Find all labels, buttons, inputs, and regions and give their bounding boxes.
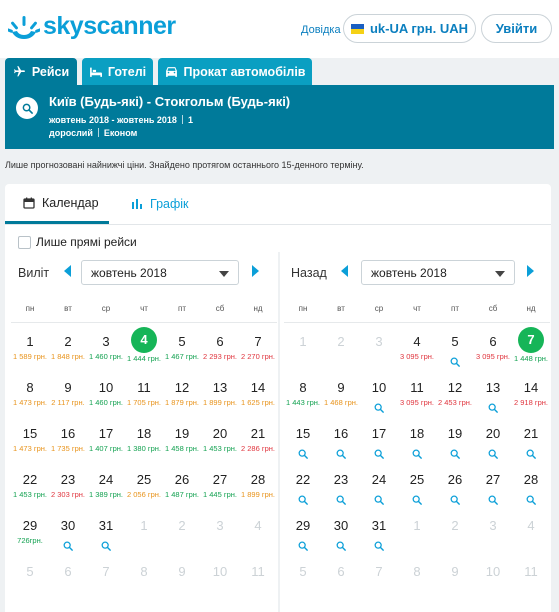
day-number: 1: [140, 518, 148, 533]
calendar-day[interactable]: [239, 323, 277, 369]
calendar-day[interactable]: [125, 323, 163, 369]
calendar-day-outside-month: [360, 553, 398, 599]
day-price: 1 589 грн.: [13, 352, 47, 361]
tabs-divider: [5, 224, 551, 225]
return-prev-month-icon[interactable]: [341, 265, 348, 277]
day-number: 3: [375, 334, 383, 349]
tab-flights-label: Рейси: [31, 64, 70, 79]
tab-hotels[interactable]: [82, 58, 153, 85]
day-number: 11: [524, 564, 538, 579]
calendar-day-outside-month: [201, 553, 239, 599]
return-month-select[interactable]: [361, 260, 515, 285]
direct-flights-toggle[interactable]: [18, 235, 137, 249]
day-price: 1 453 грн.: [13, 490, 47, 499]
calendar-day[interactable]: [284, 507, 322, 553]
calendar-day-outside-month: [125, 553, 163, 599]
chevron-down-icon: [219, 271, 229, 277]
weekday-label: пт: [163, 298, 201, 323]
day-number: 7: [375, 564, 383, 579]
day-number: 19: [447, 426, 463, 441]
day-price: 1 705 грн.: [127, 398, 161, 407]
day-price: 2 056 грн.: [127, 490, 161, 499]
weekday-label: сб: [474, 298, 512, 323]
outbound-month-value: жовтень 2018: [91, 265, 167, 280]
tab-car-rental-label: Прокат автомобілів: [183, 64, 306, 79]
day-number: 22: [295, 472, 311, 487]
day-number: 7: [254, 334, 262, 349]
calendar-day-outside-month: [163, 553, 201, 599]
day-number: 5: [178, 334, 186, 349]
day-price: 1 460 грн.: [89, 352, 123, 361]
day-number: 22: [22, 472, 38, 487]
outbound-prev-month-icon[interactable]: [64, 265, 71, 277]
day-number: 24: [98, 472, 114, 487]
day-number: 21: [250, 426, 266, 441]
calendar-icon: [23, 197, 35, 209]
day-price: 2 293 грн.: [203, 352, 237, 361]
tab-calendar-label: Календар: [42, 195, 99, 210]
calendar-day[interactable]: [474, 415, 512, 461]
day-number: 8: [140, 564, 148, 579]
calendar-day[interactable]: [474, 323, 512, 369]
day-number: 11: [410, 380, 424, 395]
day-number: 8: [413, 564, 421, 579]
day-number: 9: [178, 564, 186, 579]
top-bar: [0, 0, 559, 58]
day-number: 15: [22, 426, 38, 441]
day-number: 17: [98, 426, 114, 441]
return-day-grid: [284, 298, 550, 599]
car-icon: [165, 66, 178, 78]
day-price: 1 899 грн.: [203, 398, 237, 407]
calendar-day[interactable]: [436, 415, 474, 461]
day-number: 18: [136, 426, 152, 441]
calendar-day[interactable]: [201, 323, 239, 369]
day-number: 5: [299, 564, 307, 579]
language-currency-button[interactable]: [343, 14, 476, 43]
login-label: Увійти: [495, 21, 538, 36]
day-number: 1: [413, 518, 421, 533]
day-price: 1 443 грн.: [286, 398, 320, 407]
day-price: 2 117 грн.: [51, 398, 85, 407]
day-number: 1: [299, 334, 307, 349]
day-number: 20: [212, 426, 228, 441]
weekday-label: нд: [239, 298, 277, 323]
day-number: 31: [371, 518, 387, 533]
calendar-day[interactable]: [11, 507, 49, 553]
calendar-day-outside-month: [284, 323, 322, 369]
calendar-day[interactable]: [436, 323, 474, 369]
calendar-day-outside-month: [201, 507, 239, 553]
calendar-day[interactable]: [11, 369, 49, 415]
calendar-day[interactable]: [239, 415, 277, 461]
calendar-day[interactable]: [201, 461, 239, 507]
search-dates: жовтень 2018 - жовтень 2018: [49, 115, 177, 125]
direct-flights-checkbox[interactable]: [18, 236, 31, 249]
day-number: 3: [216, 518, 224, 533]
calendar-day[interactable]: [360, 415, 398, 461]
day-price: 1 407 грн.: [89, 444, 123, 453]
calendar-day[interactable]: [512, 323, 550, 369]
calendar-day[interactable]: [201, 415, 239, 461]
calendar-day[interactable]: [322, 507, 360, 553]
weekday-label: пт: [436, 298, 474, 323]
day-price: 1 453 грн.: [203, 444, 237, 453]
return-calendar: [280, 252, 551, 612]
sunrise-logo-icon: [8, 13, 40, 41]
day-number: 2: [178, 518, 186, 533]
search-details: [49, 114, 193, 140]
weekday-label: вт: [49, 298, 87, 323]
day-number: 8: [26, 380, 34, 395]
calendar-day[interactable]: [49, 507, 87, 553]
day-number: 3: [102, 334, 110, 349]
login-button[interactable]: [481, 14, 552, 43]
day-number: 17: [371, 426, 387, 441]
day-number: 7: [102, 564, 110, 579]
calendar-day-outside-month: [398, 507, 436, 553]
day-number: 2: [337, 334, 345, 349]
calendar-day[interactable]: [284, 369, 322, 415]
calendar-day-outside-month: [11, 553, 49, 599]
day-price: 1 625 грн.: [241, 398, 275, 407]
calendar-day-outside-month: [87, 553, 125, 599]
calendar-day[interactable]: [163, 369, 201, 415]
day-number: 25: [136, 472, 152, 487]
calendar-day-outside-month: [436, 553, 474, 599]
day-number: 9: [337, 380, 345, 395]
outbound-month-select[interactable]: [81, 260, 239, 285]
day-price: 2 918 грн.: [514, 398, 548, 407]
day-number: 12: [447, 380, 463, 395]
bar-chart-icon: [131, 198, 143, 210]
day-number: 31: [98, 518, 114, 533]
day-price: 1 899 грн.: [241, 490, 275, 499]
day-price: 1 380 грн.: [127, 444, 161, 453]
outbound-label: Виліт: [18, 266, 50, 280]
day-price: 726грн.: [17, 536, 43, 545]
search-route: Київ (Будь-які) - Стокгольм (Будь-які): [49, 94, 291, 109]
calendar-day[interactable]: [322, 369, 360, 415]
plane-icon: [13, 65, 26, 78]
calendar-day-outside-month: [125, 507, 163, 553]
calendar-day[interactable]: [436, 461, 474, 507]
tab-graph-label: Графік: [150, 197, 189, 211]
day-number: 4: [131, 327, 157, 353]
calendar-day[interactable]: [512, 369, 550, 415]
calendar-day[interactable]: [360, 369, 398, 415]
calendar-day[interactable]: [512, 415, 550, 461]
day-number: 20: [485, 426, 501, 441]
outbound-day-grid: [11, 298, 277, 599]
calendar-day-outside-month: [512, 553, 550, 599]
day-number: 6: [216, 334, 224, 349]
day-number: 13: [212, 380, 228, 395]
tab-flights[interactable]: [5, 58, 77, 85]
day-number: 9: [451, 564, 459, 579]
tab-car-rental[interactable]: [158, 58, 312, 85]
calendar-day[interactable]: [474, 461, 512, 507]
day-number: 5: [26, 564, 34, 579]
day-number: 13: [485, 380, 501, 395]
calendar-card: [5, 184, 551, 612]
day-number: 16: [60, 426, 76, 441]
day-number: 8: [299, 380, 307, 395]
day-price: 2 286 грн.: [241, 444, 275, 453]
day-number: 11: [251, 564, 265, 579]
logo-text: skyscanner: [43, 12, 176, 40]
outbound-calendar: [5, 252, 278, 612]
calendar-day[interactable]: [87, 369, 125, 415]
cabin-class: Економ: [103, 128, 138, 138]
price-notice: Лише прогнозовані найнижчі ціни. Знайдено протягом останнього 15-денного терміну.: [5, 160, 364, 170]
help-link[interactable]: Довідка: [301, 24, 341, 36]
day-price: 1 473 грн.: [13, 444, 47, 453]
day-price: 1 468 грн.: [324, 398, 358, 407]
day-number: 10: [98, 380, 114, 395]
day-price: 1 848 грн.: [51, 352, 85, 361]
calendar-day[interactable]: [49, 461, 87, 507]
day-price: 1 444 грн.: [127, 354, 161, 363]
day-number: 10: [485, 564, 501, 579]
outbound-next-month-icon[interactable]: [252, 265, 259, 277]
calendar-day[interactable]: [284, 415, 322, 461]
ukraine-flag-icon: [351, 24, 364, 34]
day-number: 6: [337, 564, 345, 579]
calendar-day[interactable]: [322, 461, 360, 507]
weekday-label: ср: [360, 298, 398, 323]
day-number: 6: [64, 564, 72, 579]
calendar-day[interactable]: [11, 461, 49, 507]
calendar-day-outside-month: [436, 507, 474, 553]
bed-icon: [89, 66, 102, 78]
day-price: 2 303 грн.: [51, 490, 85, 499]
calendar-day-outside-month: [398, 553, 436, 599]
day-number: 18: [409, 426, 425, 441]
calendar-day[interactable]: [436, 369, 474, 415]
day-price: 1 445 грн.: [203, 490, 237, 499]
day-price: 1 487 грн.: [165, 490, 199, 499]
calendar-day[interactable]: [125, 461, 163, 507]
day-number: 30: [60, 518, 76, 533]
tab-graph[interactable]: [131, 184, 189, 224]
day-price: 1 735 грн.: [51, 444, 85, 453]
calendar-day[interactable]: [125, 415, 163, 461]
weekday-label: чт: [398, 298, 436, 323]
passengers-count: 1: [187, 115, 193, 125]
day-number: 6: [489, 334, 497, 349]
calendar-day[interactable]: [398, 461, 436, 507]
day-price: 1 458 грн.: [165, 444, 199, 453]
calendar-day[interactable]: [239, 369, 277, 415]
return-month-value: жовтень 2018: [371, 265, 447, 280]
day-price: 1 473 грн.: [13, 398, 47, 407]
calendar-day[interactable]: [163, 323, 201, 369]
calendar-day[interactable]: [87, 415, 125, 461]
calendar-day[interactable]: [163, 461, 201, 507]
calendar-day[interactable]: [49, 369, 87, 415]
calendar-day[interactable]: [512, 461, 550, 507]
calendar-day-outside-month: [49, 553, 87, 599]
day-price: 1 879 грн.: [165, 398, 199, 407]
day-number: 25: [409, 472, 425, 487]
day-number: 27: [212, 472, 228, 487]
calendar-day[interactable]: [11, 415, 49, 461]
day-number: 15: [295, 426, 311, 441]
calendar-day[interactable]: [49, 323, 87, 369]
calendar-day[interactable]: [398, 369, 436, 415]
chevron-down-icon: [495, 271, 505, 277]
calendar-day[interactable]: [284, 461, 322, 507]
calendar-day[interactable]: [398, 415, 436, 461]
day-price: 1 460 грн.: [89, 398, 123, 407]
day-number: 23: [333, 472, 349, 487]
day-number: 2: [64, 334, 72, 349]
day-number: 26: [447, 472, 463, 487]
day-number: 9: [64, 380, 72, 395]
weekday-label: чт: [125, 298, 163, 323]
day-price: 2 453 грн.: [438, 398, 472, 407]
day-number: 14: [250, 380, 266, 395]
day-number: 11: [137, 380, 151, 395]
calendar-day[interactable]: [125, 369, 163, 415]
calendar-day[interactable]: [87, 461, 125, 507]
calendar-day[interactable]: [360, 507, 398, 553]
calendar-day-outside-month: [163, 507, 201, 553]
day-number: 5: [451, 334, 459, 349]
calendar-day-outside-month: [239, 507, 277, 553]
day-number: 1: [26, 334, 34, 349]
calendar-day-outside-month: [474, 553, 512, 599]
calendar-day[interactable]: [322, 415, 360, 461]
skyscanner-logo[interactable]: [8, 12, 176, 41]
calendar-day-outside-month: [284, 553, 322, 599]
calendar-day-outside-month: [474, 507, 512, 553]
day-number: 16: [333, 426, 349, 441]
day-number: 27: [485, 472, 501, 487]
day-price: 3 095 грн.: [400, 352, 434, 361]
day-number: 24: [371, 472, 387, 487]
calendar-day-outside-month: [512, 507, 550, 553]
day-number: 3: [489, 518, 497, 533]
day-price: 3 095 грн.: [400, 398, 434, 407]
search-icon: [16, 97, 38, 119]
calendar-day-outside-month: [239, 553, 277, 599]
weekday-label: пн: [284, 298, 322, 323]
calendar-day[interactable]: [49, 415, 87, 461]
weekday-label: сб: [201, 298, 239, 323]
calendar-day[interactable]: [87, 507, 125, 553]
calendar-day[interactable]: [201, 369, 239, 415]
calendar-day[interactable]: [474, 369, 512, 415]
day-number: 21: [523, 426, 539, 441]
passengers-label: дорослий: [49, 128, 93, 138]
day-number: 14: [523, 380, 539, 395]
calendar-day-outside-month: [360, 323, 398, 369]
day-number: 30: [333, 518, 349, 533]
calendar-day-outside-month: [322, 553, 360, 599]
day-number: 4: [527, 518, 535, 533]
day-number: 2: [451, 518, 459, 533]
day-number: 23: [60, 472, 76, 487]
day-number: 28: [250, 472, 266, 487]
return-next-month-icon[interactable]: [527, 265, 534, 277]
calendar-day[interactable]: [11, 323, 49, 369]
day-number: 4: [254, 518, 262, 533]
day-number: 29: [295, 518, 311, 533]
day-number: 10: [212, 564, 228, 579]
day-number: 12: [174, 380, 190, 395]
tab-calendar[interactable]: [5, 184, 109, 224]
day-number: 28: [523, 472, 539, 487]
search-summary[interactable]: [5, 85, 554, 149]
day-number: 29: [22, 518, 38, 533]
calendar-day[interactable]: [398, 323, 436, 369]
day-number: 19: [174, 426, 190, 441]
weekday-label: нд: [512, 298, 550, 323]
weekday-label: пн: [11, 298, 49, 323]
day-price: 1 448 грн.: [514, 354, 548, 363]
calendar-day[interactable]: [360, 461, 398, 507]
day-number: 10: [371, 380, 387, 395]
direct-flights-label: Лише прямі рейси: [36, 235, 137, 249]
day-price: 3 095 грн.: [476, 352, 510, 361]
weekday-label: вт: [322, 298, 360, 323]
day-number: 26: [174, 472, 190, 487]
tab-hotels-label: Готелі: [107, 64, 147, 79]
calendar-day[interactable]: [87, 323, 125, 369]
return-label: Назад: [291, 266, 327, 280]
calendar-day[interactable]: [163, 415, 201, 461]
day-number: 4: [413, 334, 421, 349]
language-currency-label: uk-UA грн. UAH: [369, 21, 468, 36]
day-number: 7: [518, 327, 544, 353]
day-price: 2 270 грн.: [241, 352, 275, 361]
day-price: 1 467 грн.: [165, 352, 199, 361]
day-price: 1 389 грн.: [89, 490, 123, 499]
weekday-label: ср: [87, 298, 125, 323]
calendar-day[interactable]: [239, 461, 277, 507]
calendar-day-outside-month: [322, 323, 360, 369]
